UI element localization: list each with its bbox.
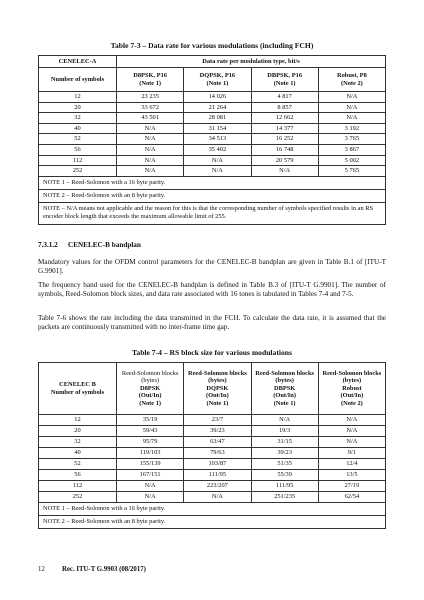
table1-cell: 12 662 [251,113,318,124]
table2-cell: N/A [117,492,184,503]
table1-row [39,92,386,103]
table1-row [39,166,386,177]
table2-header-2: Reed-Solomon blocks (bytes) DQPSK (Out/In) (Note 1) [184,363,251,415]
table1-note-1: NOTE 1 – Reed-Solomon with a 16 byte parity. [39,176,386,189]
table1-cell: 34 513 [184,134,251,145]
table1-cell: 5 765 [318,166,385,177]
table2-cell: 52 [39,459,117,470]
table1-caption: Table 7-3 – Data rate for various modulations (including FCH) [110,41,314,50]
table2-cell: 59/43 [117,426,184,437]
table1-cell: 20 [39,102,117,113]
table2-row [39,426,386,437]
table2-rs-block-size [38,362,386,529]
table2-cell: 55/39 [251,470,318,481]
table1-row [39,123,386,134]
table2-header-1: Reed-Solomon blocks (bytes) D8PSK (Out/In) (Note 1) [117,363,184,415]
table2-cell: 31/15 [251,437,318,448]
table2-note-2: NOTE 2 – Reed-Solomon with an 8 byte parity. [39,516,386,529]
table2-cell: 35/19 [117,415,184,426]
table2-row [39,415,386,426]
table1-cell: N/A [117,155,184,166]
table1-cell: 12 [39,92,117,103]
section-paragraph-1: Mandatory values for the OFDM control parameters for the CENELEC-B bandplan are given in Table B.1 of [ITU-T G.9901]. [38,258,386,276]
table2-cell: 223/207 [184,481,251,492]
section-paragraph-3: Table 7-6 shows the rate including the data transmitted in the FCH. To calculate the data rate, it is assumed that the packets are continuously transmitted with no inter-frame time gap. [38,314,386,332]
table2-cell: 63/47 [184,437,251,448]
table2-row [39,481,386,492]
table1-cell: N/A [117,166,184,177]
table1-cell: 3 867 [318,144,385,155]
table1-cell: N/A [318,102,385,113]
table2-cell: 13/5 [318,470,385,481]
table1-cell: N/A [251,166,318,177]
table1-cell: 40 [39,123,117,134]
table2-cell: 27/19 [318,481,385,492]
table2-header-4: Reed-Solomon blocks (bytes) Robust (Out/In) (Note 2) [318,363,385,415]
table2-cell: N/A [251,415,318,426]
table2-cell: 20 [39,426,117,437]
table1-cell: 16 748 [251,144,318,155]
table1-row [39,134,386,145]
table1-cell: 112 [39,155,117,166]
table1-col0-header: CENELEC-A [39,56,117,68]
table1-cell: 56 [39,144,117,155]
table1-header-1: D8PSK, P16 (Note 1) [117,68,184,92]
table1-cell: N/A [318,92,385,103]
table2-cell: 40 [39,448,117,459]
table1-cell: 252 [39,166,117,177]
table1-header-3: DBPSK, P16 (Note 1) [251,68,318,92]
table2-cell: N/A [318,437,385,448]
table1-cell: N/A [318,113,385,124]
table1-cell: N/A [117,134,184,145]
table1-cell: 31 154 [184,123,251,134]
table1-cell: 16 252 [251,134,318,145]
table2-cell: 9/1 [318,448,385,459]
table2-note-1: NOTE 1 – Reed-Solomon with a 16 byte parity. [39,503,386,516]
table1-header-2: DQPSK, P16 (Note 1) [184,68,251,92]
table2-cell: 19/3 [251,426,318,437]
table2-body [39,415,386,503]
table1-cell: 3 192 [318,123,385,134]
table1-cell: 33 672 [117,102,184,113]
table1-note-3: NOTE – N/A means not applicable and the reason for this is that the corresponding number of symbols specified results in an RS encoder block length that exceeds the maximum allowable limit of 255. [39,202,386,224]
table2-cell: 95/79 [117,437,184,448]
table2-cell: 119/103 [117,448,184,459]
table2-cell: 111/95 [184,470,251,481]
table1-cell: 35 402 [184,144,251,155]
table2-cell: 103/87 [184,459,251,470]
table2-cell: 12 [39,415,117,426]
table1-cell: N/A [184,155,251,166]
table2-cell: 112 [39,481,117,492]
table1-sub0-header: Number of symbols [39,68,117,92]
table2-cell: N/A [318,426,385,437]
section-title: CENELEC-B bandplan [68,241,141,249]
table2-header-3: Reed-Solomon blocks (bytes) DBPSK (Out/In) (Note 1) [251,363,318,415]
table2-cell: 51/35 [251,459,318,470]
table2-cell: 111/95 [251,481,318,492]
table1-cell: 14 377 [251,123,318,134]
table2-cell: 79/63 [184,448,251,459]
table2-row [39,470,386,481]
table1-cell: 20 579 [251,155,318,166]
table2-cell: N/A [117,481,184,492]
table2-cell: 252 [39,492,117,503]
page-number: 12 [38,566,45,573]
section-number: 7.3.1.2 [38,241,58,249]
table1-note-2: NOTE 2 – Reed-Solomon with an 8 byte parity. [39,189,386,202]
table1-cell: 14 026 [184,92,251,103]
table1-cell: N/A [184,166,251,177]
table2-cell: 39/23 [251,448,318,459]
table1-row [39,102,386,113]
table1-row [39,144,386,155]
page-footer [38,566,146,573]
table2-cell: 155/139 [117,459,184,470]
table1-cell: 43 501 [117,113,184,124]
table1-cell: 5 002 [318,155,385,166]
table2-cell: 39/23 [184,426,251,437]
table2-cell: 32 [39,437,117,448]
table2-cell: 12/4 [318,459,385,470]
table1-cell: N/A [117,123,184,134]
recommendation-reference: Rec. ITU-T G.9903 (08/2017) [62,566,146,573]
table2-cell: 56 [39,470,117,481]
table1-cell: 8 857 [251,102,318,113]
table2-cell: 251/235 [251,492,318,503]
table2-cell: 62/54 [318,492,385,503]
table2-cell: 167/151 [117,470,184,481]
section-heading [38,241,386,250]
table1-cell: N/A [117,144,184,155]
table1-cell: 4 817 [251,92,318,103]
table2-row [39,492,386,503]
table2-caption: Table 7-4 – RS block size for various modulations [132,348,292,357]
table1-cell: 21 264 [184,102,251,113]
section-paragraph-2: The frequency band used for the CENELEC-B bandplan is defined in Table B.3 of [ITU-T G.9901]. The number of symbols, Reed-Solomon block sizes, and data rate associated with 16 tones is tabulated in Tables 7-4 and 7-5. [38,281,386,299]
table2-row [39,448,386,459]
table1-cell: 32 [39,113,117,124]
table1-group-header: Data rate per modulation type, bit/s [117,56,386,68]
table2-cell: 23/7 [184,415,251,426]
table1-cell: 52 [39,134,117,145]
table1-row [39,113,386,124]
table2-row [39,459,386,470]
table1-cell: 23 235 [117,92,184,103]
table2-cell: N/A [184,492,251,503]
table1-body [39,92,386,177]
table1-cell: 3 765 [318,134,385,145]
table1-cell: 28 081 [184,113,251,124]
table2-col0-header: CENELEC B Number of symbols [39,363,117,415]
table2-row [39,437,386,448]
document-page [38,0,386,600]
table1-row [39,155,386,166]
table1-data-rate [38,55,386,225]
table1-header-4: Robust, P8 (Note 2) [318,68,385,92]
table2-cell: N/A [318,415,385,426]
